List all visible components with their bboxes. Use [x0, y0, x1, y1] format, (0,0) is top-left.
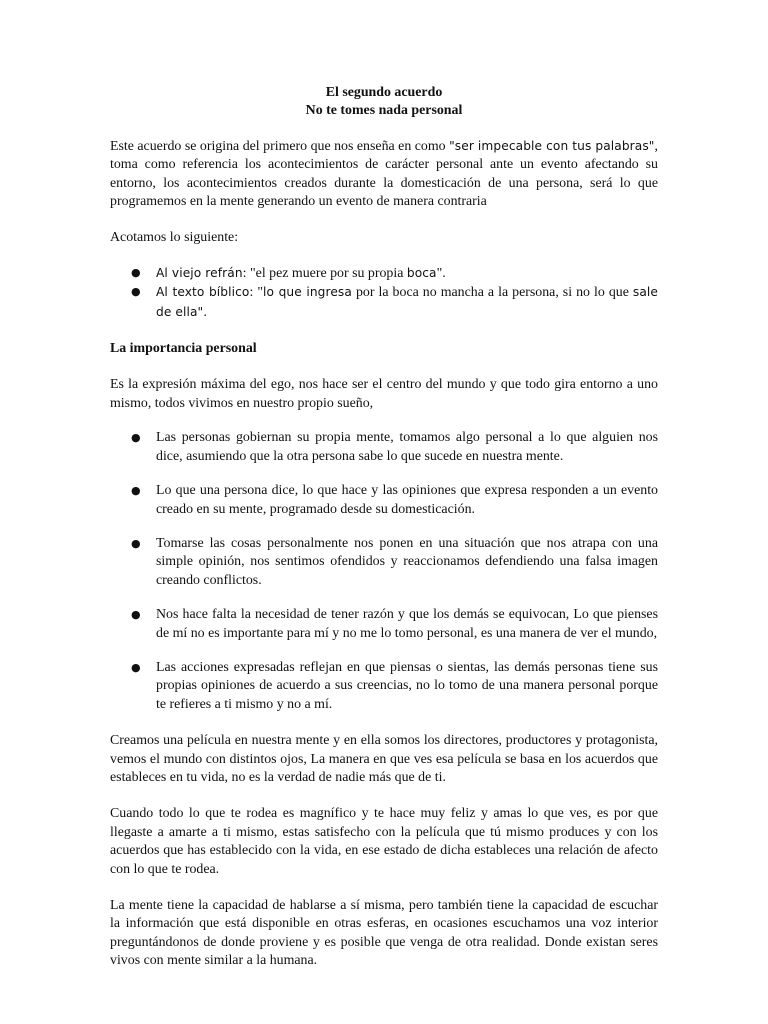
bullet-icon: ● — [131, 265, 141, 279]
list-item-text: Nos hace falta la necesidad de tener razón y que los demás se equivocan, Lo que pienses de mí no es importante para mí y no me lo tomo personal, es una manera de ver el mundo, — [156, 607, 658, 641]
pelicula-paragraph: Creamos una película en nuestra mente y en ella somos los directores, productores y protagonista, vemos el mundo con distintos ojos, La manera en que ves esa película se basa en los acuerdos que estableces en tu vida, no es la verdad de nadie más que de ti. — [110, 733, 658, 785]
list-item — [110, 482, 658, 519]
bullet-icon: ● — [131, 431, 141, 445]
list-item-end: sale de ella". — [156, 285, 658, 319]
list-item — [110, 429, 658, 466]
intro-paragraph — [110, 137, 658, 212]
list-item — [110, 264, 658, 283]
intro-quote: "ser impecable con tus palabras" — [449, 138, 655, 153]
list-item-mid: : " — [249, 285, 264, 301]
list-item-word: boca — [406, 265, 437, 280]
list-item — [110, 535, 658, 590]
section-heading: La importancia personal — [110, 341, 257, 357]
list-item-text: Tomarse las cosas personalmente nos ponen en una situación que nos atrapa con una simple opinión, nos sentimos ofendidos y reaccionamos defendiendo una falsa imagen creando conflictos. — [156, 535, 658, 588]
list-item-text: Las personas gobiernan su propia mente, tomamos algo personal a lo que alguien nos dice, asumiendo que la otra persona sabe lo que sucede en nuestra mente. — [156, 430, 658, 464]
bullet-icon: ● — [131, 285, 141, 299]
document-title-line-1: El segundo acuerdo — [325, 85, 443, 100]
list-item-text: por la boca no mancha a la persona, si no lo que — [351, 285, 633, 301]
list-item-text: : "el pez muere por su propia — [242, 265, 407, 281]
list-item-text: Lo que una persona dice, lo que hace y las opiniones que expresa responden a un evento creado en su mente, programado desde su domesticación. — [156, 483, 658, 517]
quotes-list — [110, 264, 658, 322]
list-item-prefix: Al viejo refrán — [156, 265, 243, 280]
document-body — [110, 84, 658, 971]
document-title-line-2: No te tomes nada personal — [305, 103, 463, 119]
list-item-quote: lo que ingresa — [263, 285, 352, 300]
points-list — [110, 429, 658, 714]
intro-text-end: , toma como referencia los acontecimientos de carácter personal ante un evento afectando su entorno, los acontecimientos creados durante la domesticación de una persona, será lo que programemos en la mente generando un evento de manera contraria — [110, 138, 658, 210]
list-item-end: ". — [436, 265, 446, 281]
intro-text-start: Este acuerdo se origina del primero que nos enseña en como — [110, 138, 450, 154]
bullet-icon: ● — [131, 536, 141, 550]
acotamos-paragraph: Acotamos lo siguiente: — [110, 230, 239, 246]
bullet-icon: ● — [131, 484, 141, 498]
mente-paragraph: La mente tiene la capacidad de hablarse a sí misma, pero también tiene la capacidad de escuchar la información que está disponible en otras esferas, en ocasiones escuchamos una voz interior preguntándonos de donde proviene y es posible que venga de otra realidad. Donde existan seres vivos con mente similar a la humana. — [110, 898, 658, 969]
list-item-text: Las acciones expresadas reflejan en que piensas o sientas, las demás personas tiene sus propias opiniones de acuerdo a sus creencias, no lo tomo de una manera personal porque te refieres a ti mismo y no a mí. — [156, 659, 658, 712]
list-item-prefix: Al texto bíblico — [156, 285, 250, 300]
list-item — [110, 283, 658, 322]
bullet-icon: ● — [131, 660, 141, 674]
magnifico-paragraph: Cuando todo lo que te rodea es magnífico y te hace muy feliz y amas lo que ves, es por que llegaste a amarte a ti mismo, estas satisfecho con la película que tú mismo produces y con los acuerdos que has establecido con la vida, en ese estado de dicha estableces una relación de afecto con lo que te rodea. — [110, 806, 658, 877]
ego-paragraph: Es la expresión máxima del ego, nos hace ser el centro del mundo y que todo gira entorno a uno mismo, todos vivimos en nuestro propio sueño, — [110, 377, 658, 411]
bullet-icon: ● — [131, 608, 141, 622]
list-item — [110, 659, 658, 714]
list-item — [110, 606, 658, 643]
